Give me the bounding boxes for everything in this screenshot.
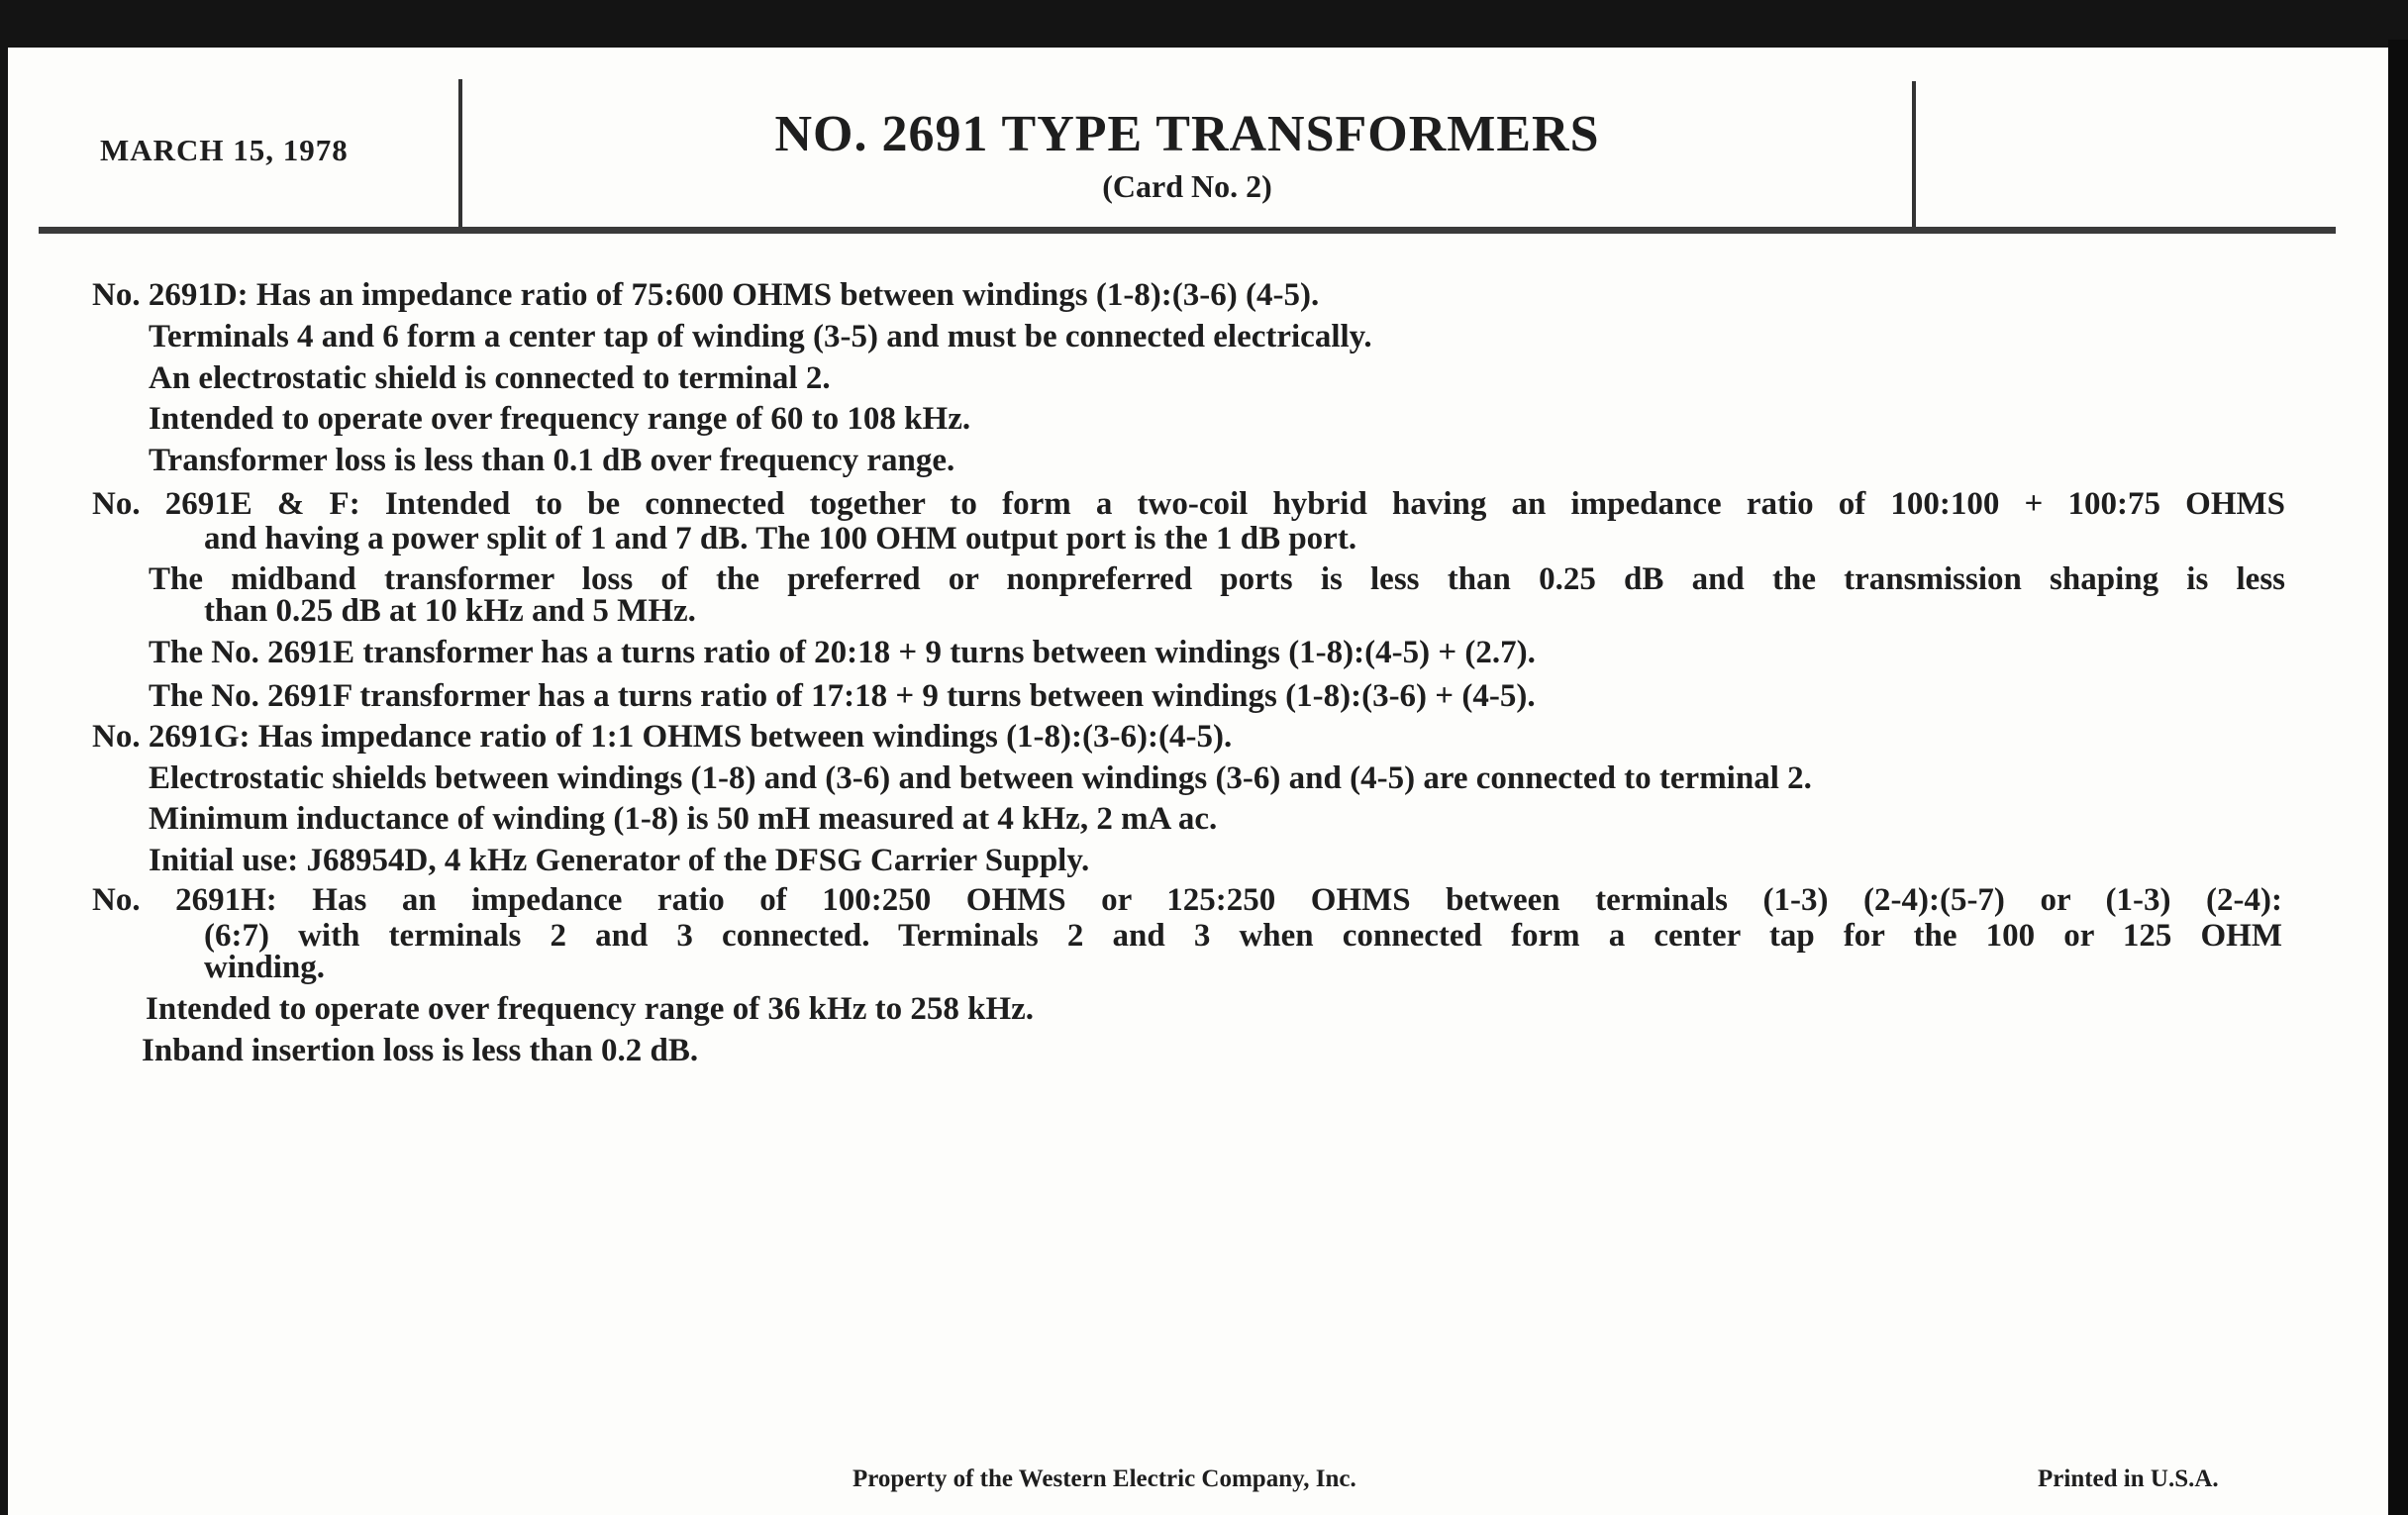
spec-line: The midband transformer loss of the preferred or nonpreferred ports is less than 0.25 dB and the transmission shaping is less: [149, 561, 2285, 597]
spec-line: No. 2691H: Has an impedance ratio of 100:250 OHMS or 125:250 OHMS between terminals (1-3) (2-4):(5-7) or (1-3) (2-4):: [92, 882, 2282, 918]
footer-printed: Printed in U.S.A.: [2038, 1465, 2219, 1492]
spec-line: The No. 2691E transformer has a turns ratio of 20:18 + 9 turns between windings (1-8):(4-5) + (2.7).: [149, 635, 1536, 670]
card-title: NO. 2691 TYPE TRANSFORMERS: [774, 106, 1600, 162]
spec-line: Intended to operate over frequency range of 60 to 108 kHz.: [149, 401, 971, 437]
spec-line: The No. 2691F transformer has a turns ratio of 17:18 + 9 turns between windings (1-8):(3-6) + (4-5).: [149, 678, 1536, 714]
spec-line: No. 2691E & F: Intended to be connected together to form a two-coil hybrid having an impedance ratio of 100:100 + 100:75 OHMS: [92, 486, 2285, 522]
card-subtitle: (Card No. 2): [1102, 168, 1272, 204]
spec-line: and having a power split of 1 and 7 dB. The 100 OHM output port is the 1 dB port.: [204, 521, 1357, 556]
spec-line: Electrostatic shields between windings (1-8) and (3-6) and between windings (3-6) and (4-5) are connected to terminal 2.: [149, 760, 1812, 796]
spec-line: Inband insertion loss is less than 0.2 dB.: [142, 1033, 699, 1068]
spec-line: An electrostatic shield is connected to terminal 2.: [149, 360, 831, 396]
spec-line: Initial use: J68954D, 4 kHz Generator of the DFSG Carrier Supply.: [149, 843, 1090, 878]
spec-line: Terminals 4 and 6 form a center tap of winding (3-5) and must be connected electrically.: [149, 319, 1372, 354]
header-rule: [39, 227, 2336, 234]
spec-line: No. 2691G: Has impedance ratio of 1:1 OHMS between windings (1-8):(3-6):(4-5).: [92, 719, 1233, 755]
card-date: MARCH 15, 1978: [100, 133, 349, 167]
spec-line: winding.: [204, 950, 325, 985]
spec-line: No. 2691D: Has an impedance ratio of 75:600 OHMS between windings (1-8):(3-6) (4-5).: [92, 277, 1320, 313]
spec-line: than 0.25 dB at 10 kHz and 5 MHz.: [204, 593, 696, 629]
spec-line: Transformer loss is less than 0.1 dB over frequency range.: [149, 443, 955, 478]
footer-property: Property of the Western Electric Company, Inc.: [853, 1465, 1356, 1492]
scan-edge: [2388, 40, 2408, 1515]
spec-line: Intended to operate over frequency range of 36 kHz to 258 kHz.: [146, 991, 1035, 1027]
spec-line: Minimum inductance of winding (1-8) is 50 mH measured at 4 kHz, 2 mA ac.: [149, 801, 1218, 837]
header-divider-right: [1912, 81, 1916, 228]
spec-line: (6:7) with terminals 2 and 3 connected. Terminals 2 and 3 when connected form a center tap for the 100 or 125 OHM: [204, 918, 2282, 954]
